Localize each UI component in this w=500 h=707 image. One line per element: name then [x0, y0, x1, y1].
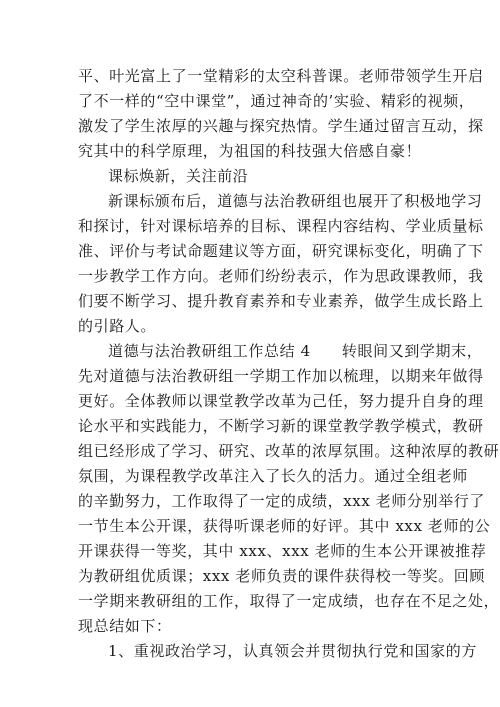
summary-title-line: 道德与法治教研组工作总结 4 转眼间又到学期末， [108, 342, 483, 360]
text-line-7: 和探讨，针对课标培养的目标、课程内容结构、学业质量标 [78, 217, 484, 235]
text-line-8: 准、评价与考试命题建议等方面，研究课标变化，明确了下 [78, 242, 484, 260]
text-line-21: 为教研组优质课；xxx 老师负责的课件获得校一等奖。回顾 [78, 567, 485, 585]
text-line-9: 一步教学工作方向。老师们纷纷表示，作为思政课教师，我 [78, 267, 484, 285]
text-line-6: 新课标颁布后，道德与法治教研组也展开了积极地学习 [108, 192, 483, 210]
text-line-4: 究其中的科学原理，为祖国的科技强大倍感自豪！ [78, 142, 422, 160]
text-line-16: 组已经形成了学习、研究、改革的浓厚氛围。这种浓厚的教研 [78, 442, 500, 460]
list-item-1: 1、重视政治学习，认真领会并贯彻执行党和国家的方 [108, 642, 477, 660]
text-line-3: 激发了学生浓厚的兴趣与探究热情。学生通过留言互动，探 [78, 117, 484, 135]
text-line-22: 一学期来教研组的工作，取得了一定成绩，也存在不足之处， [78, 592, 500, 610]
text-line-1: 平、叶光富上了一堂精彩的太空科普课。老师带领学生开启 [78, 67, 484, 85]
text-line-18: 的辛勤努力，工作取得了一定的成绩，xxx 老师分别举行了 [78, 492, 485, 510]
text-line-14: 更好。全体教师以课堂教学改革为己任，努力提升自身的理 [78, 392, 484, 410]
section-heading: 课标焕新，关注前沿 [108, 167, 249, 185]
text-line-19: 一节生本公开课，获得听课老师的好评。其中 xxx 老师的公 [78, 517, 491, 535]
text-line-10: 们要不断学习、提升教育素养和专业素养，做学生成长路上 [78, 292, 484, 310]
text-line-11: 的引路人。 [78, 317, 157, 335]
text-line-20: 开课获得一等奖，其中 xxx、xxx 老师的生本公开课被推荐 [78, 542, 487, 560]
text-line-23: 现总结如下： [78, 617, 172, 635]
text-line-15: 论水平和实践能力，不断学习新的课堂教学教学模式，教研 [78, 417, 484, 435]
text-line-17: 氛围，为课程教学改革注入了长久的活力。通过全组老师 [78, 467, 469, 485]
text-line-2: 了不一样的“空中课堂”，通过神奇的’实验、精彩的视频， [78, 92, 475, 110]
text-line-13: 先对道德与法治教研组一学期工作加以梳理，以期来年做得 [78, 367, 484, 385]
